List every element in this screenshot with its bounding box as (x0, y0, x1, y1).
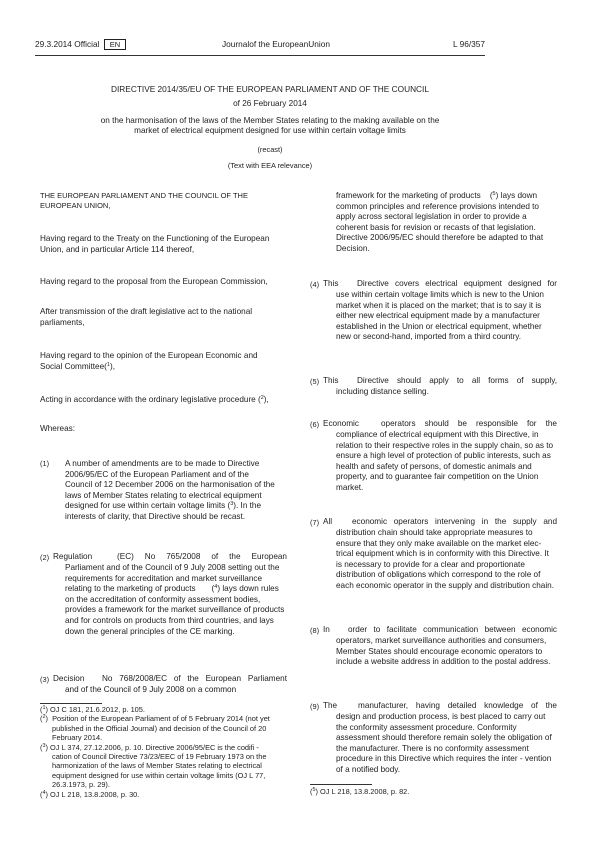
header-official: Official (74, 39, 100, 49)
recital-1-text: A number of amendments are to be made to Directive 2006/95/EC of the European Parliament and of the Council of 12 December 2006 on the harmonisation of the laws of Member States relating to electrical equipment designed for use within certain voltage limits ( (65, 459, 275, 511)
recital-8-number: (8) (310, 626, 320, 635)
recital-2-first-word: Regulation (53, 552, 93, 561)
preamble-procedure (40, 395, 292, 406)
recital-4: use within certain voltage limits which is new to the Union market when it is placed on the market; that is to say it is either new electrical equipment made by a manufacturer established in the Union or electrical equipment, whether new or second-hand, imported from a third country. (336, 290, 544, 342)
footnote-3-text: OJ L 374, 27.12.2006, p. 10. Directive 2006/95/EC is the codifi - cation of Council Directive 73/23/EEC of 19 February 1973 on the harmonization of the laws of Member States relating to electrical equipment designed for use within certain voltage limits (OJ L 77, 26.3.1973, p. 29). (50, 742, 267, 790)
recital-3-cont-text-end: lays down common principles and reference provisions intended to apply across sectoral legislation in order to provide a coherent basis for revision or recasts of that legislation. Directive 2006/95/EC should therefore be adapted to that Decision. (336, 191, 544, 253)
subject-line-1: on the harmonisation of the laws of the Member States relating to the making available on the (100, 116, 440, 125)
eea-relevance: (Text with EEA relevance) (227, 161, 313, 170)
footnote-2-ref: 2 (42, 714, 46, 721)
recital-2-text: Parliament and of the Council of 9 July 2008 setting out the requirements for accreditation and market surveillance relating to the marketing of products (65, 563, 280, 594)
recital-9: design and production process, is best placed to carry out the conformity assessment procedure. Conformity assessment should therefore remain solely the obligation of the manufacturer. There is no conformity assessment procedure in this Directive which requires the inter - vention of a notified body. (336, 712, 552, 774)
page-reference: L 96/357 (453, 39, 485, 49)
footnote-4-text: OJ L 218, 13.8.2008, p. 30. (50, 789, 140, 799)
header-date: 29.3.2014 (35, 39, 72, 49)
recital-5: including distance selling. (336, 387, 429, 396)
recital-1-text-end: ). In the interests of clarity, that Directive should be recast. (65, 501, 262, 521)
recital-7-first-line: economic operators intervening in the supply and (352, 517, 557, 526)
footnote-1-text: OJ C 181, 21.6.2012, p. 105. (50, 705, 145, 714)
recital-9-first-word: The (323, 701, 338, 710)
language-badge: EN (104, 39, 126, 50)
recital-8: operators, market surveillance authorities and consumers, Member States should encourage economic operators to include a website address in addition to the postal address. (336, 636, 551, 667)
footnote-ref-2[interactable]: 2 (260, 395, 264, 401)
recital-2-text-end: lays down rules on the accreditation of conformity assessment bodies, provides a framework for the market surveillance of products and for controls on products from third countries, and lays down the general principles of the CE marking. (65, 584, 285, 636)
recital-3-line-2: and of the Council of 9 July 2008 on a common (65, 685, 237, 694)
recital-3-first-word: Decision (53, 674, 85, 683)
preamble-transmission: After transmission of the draft legislative act to the national parliaments, (40, 307, 253, 327)
recital-9-number: (9) (310, 702, 320, 711)
recital-1-number: (1) (40, 459, 50, 468)
recital-4-number: (4) (310, 280, 320, 289)
directive-title: DIRECTIVE 2014/35/EU OF THE EUROPEAN PARLIAMENT AND OF THE COUNCIL (111, 84, 429, 94)
recital-7: distribution chain should take appropriate measures to ensure that they only make available on the market elec- trical equipment which is in conformity with this Directive. It is necessary to provide for a clear and proportionate distribution of obligations which correspond to the role of each economic operator in the supply and distribution chain. (336, 528, 555, 590)
preamble-institutions: THE EUROPEAN PARLIAMENT AND THE COUNCIL OF THE EUROPEAN UNION, (40, 191, 248, 210)
preamble-treaty: Having regard to the Treaty on the Functioning of the European Union, and in particular Article 114 thereof, (40, 234, 270, 254)
footnote-3-ref: 3 (42, 742, 46, 749)
footnotes-right (310, 787, 550, 796)
footnote-2: ($^2$) Position of the European Parliament of of 5 February 2014 (not yet published in the Official Journal) and decision of the Council of 20 February 2014. (40, 714, 270, 743)
recital-9-first-line: manufacturer, having detailed knowledge of the (358, 701, 557, 710)
preamble-proposal: Having regard to the proposal from the European Commission, (40, 277, 268, 286)
footnote-5: ($^5$) OJ L 218, 13.8.2008, p. 82. (310, 787, 410, 796)
footnote-ref-5[interactable]: 5 (492, 191, 496, 197)
footnotes-left (40, 705, 280, 799)
whereas-label: Whereas: (40, 424, 76, 433)
recital-6: compliance of electrical equipment with this Directive, in relation to their respective roles in the supply chain, so as to ensure a high level of protection of public interests, such as health and safety of persons, of domestic animals and property, and to guarantee fair competition on the Union market. (336, 430, 554, 492)
recital-3-continued: framework for the marketing of products ($^5$) lays down common principles and reference provisions intended to apply across sectoral legislation in order to provide a coherent basis for revision or recasts of that legislation. Directive 2006/95/EC should therefore be adapted to that Decision. (336, 191, 544, 253)
recital-8-first-word: In (323, 625, 330, 634)
recital-6-first-word: Economic (323, 419, 359, 428)
recital-4-first-word: This (323, 279, 339, 288)
header-rule (35, 55, 485, 56)
footnote-5-ref: 5 (312, 787, 316, 793)
recital-4-first-line: Directive covers electrical equipment designed for (357, 279, 557, 288)
footnote-4-ref: 4 (42, 789, 46, 796)
journal-name: Journalof the EuropeanUnion (222, 39, 330, 49)
footnote-ref-3[interactable]: 3 (230, 501, 234, 508)
recital-2-first-line: (EC) No 765/2008 of the European (117, 552, 287, 561)
footnote-5-text: OJ L 218, 13.8.2008, p. 82. (320, 787, 410, 796)
footnote-1: ($^1$) OJ C 181, 21.6.2012, p. 105. (40, 705, 145, 714)
recital-6-first-line: operators should be responsible for the (381, 419, 557, 428)
footnote-rule-left (40, 703, 102, 704)
recast-label: (recast) (257, 145, 283, 154)
footnote-3: ($^3$) OJ L 374, 27.12.2006, p. 10. Directive 2006/95/EC is the codifi - cation of Council Directive 73/23/EEC of 19 February 1973 on the harmonization of the laws of Member States relating to electrical equipment designed for use within certain voltage limits (OJ L 77, 26.3.1973, p. 29). (40, 742, 267, 790)
recital-5-number: (5) (310, 377, 320, 386)
recital-3-cont-text: framework for the marketing of products (336, 191, 481, 200)
recital-6-number: (6) (310, 420, 320, 429)
footnote-rule-right (310, 784, 372, 785)
header-date-line (35, 39, 126, 50)
recital-5-first-word: This (323, 376, 339, 385)
footnote-4: ($^4$) OJ L 218, 13.8.2008, p. 30. (40, 789, 140, 799)
preamble-procedure-text: Acting in accordance with the ordinary legislative procedure ( (40, 395, 261, 404)
recital-1 (65, 459, 277, 523)
footnote-1-ref: 1 (42, 705, 46, 711)
directive-subject (35, 116, 505, 137)
recital-5-first-line: Directive should apply to all forms of supply, (357, 376, 557, 385)
preamble-committee-text: Having regard to the opinion of the European Economic and Social Committee (40, 351, 258, 371)
recital-2-number: (2) (40, 553, 50, 562)
recital-7-number: (7) (310, 518, 320, 527)
recital-8-first-line: order to facilitate communication between economic (348, 625, 557, 634)
footnote-2-text: Position of the European Parliament of of 5 February 2014 (not yet published in the Official Journal) and decision of the Council of 20 February 2014. (52, 714, 270, 743)
recital-2: Parliament and of the Council of 9 July 2008 setting out the requirements for accreditation and market surveillance relating to the marketing of products ($^4$) lays down rules on the accreditation of conformity assessment bodies, provides a framework for the market surveillance of products and for controls on products from third countries, and lays down the general principles of the CE marking. (65, 563, 285, 636)
preamble-committee-end: ), (109, 361, 115, 371)
footnote-ref-4[interactable]: 4 (214, 584, 218, 591)
footnote-ref-1[interactable]: 1 (106, 361, 110, 368)
recital-7-first-word: All (323, 517, 333, 526)
subject-line-2: market of electrical equipment designed for use within certain voltage limits (134, 126, 406, 136)
recital-3-first-line: No 768/2008/EC of the European Parliament (102, 674, 287, 683)
preamble-committee: Having regard to the opinion of the European Economic and Social Committee($^1$), (40, 351, 258, 371)
recital-3-number: (3) (40, 675, 50, 684)
preamble-procedure-end: ), (263, 395, 269, 404)
directive-date: of 26 February 2014 (233, 99, 307, 108)
